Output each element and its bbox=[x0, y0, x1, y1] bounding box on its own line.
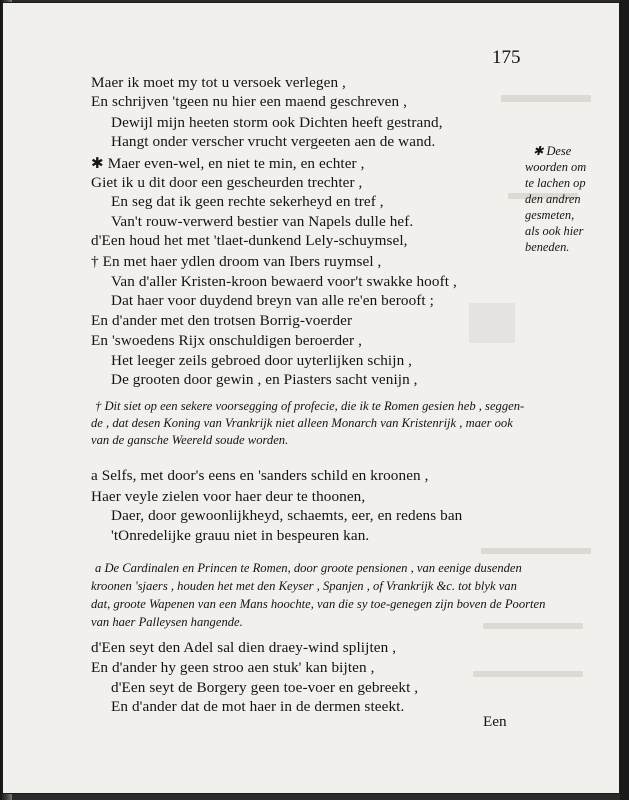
side-note-line: woorden om bbox=[525, 160, 587, 174]
page-number: 175 bbox=[492, 47, 521, 68]
side-note-line: gesmeten, bbox=[525, 208, 575, 222]
verse-line: Daer, door gewoonlijkheyd, schaemts, eer, en redens ban bbox=[111, 507, 463, 524]
verse-line: Giet ik u dit door een gescheurden trechter , bbox=[91, 174, 363, 191]
footnote-line: de , dat desen Koning van Vrankrijk niet alleen Monarch van Kristenrijk , maer ook bbox=[91, 416, 513, 430]
verse-line: Dat haer voor duydend breyn van alle re'en berooft ; bbox=[111, 292, 434, 309]
verse-line: En schrijven 'tgeen nu hier een maend geschreven , bbox=[91, 93, 408, 110]
show-through-mark bbox=[481, 548, 591, 554]
verse-line: En 'swoedens Rijx onschuldigen beroerder , bbox=[91, 332, 362, 349]
side-note-line: beneden. bbox=[525, 240, 570, 254]
verse-line: Het leeger zeils gebroed door uyterlijken schijn , bbox=[111, 352, 413, 369]
footnote-line: dat, groote Wapenen van een Mans hoochte, van die sy toe-genegen zijn boven de Poorten bbox=[91, 597, 546, 611]
verse-line: a Selfs, met door's eens en 'sanders schild en kroonen , bbox=[91, 467, 429, 484]
verse-line: d'Een seyt den Adel sal dien draey-wind splijten , bbox=[91, 639, 397, 656]
verse-line: Van d'aller Kristen-kroon bewaerd voor't swakke hooft , bbox=[111, 273, 457, 290]
verse-line: En seg dat ik geen rechte sekerheyd en tref , bbox=[111, 193, 384, 210]
verse-line: Dewijl mijn heeten storm ook Dichten heeft gestrand, bbox=[111, 114, 443, 131]
show-through-mark bbox=[501, 95, 591, 102]
side-note-line: den andren bbox=[525, 192, 581, 206]
verse-line: En d'ander dat de mot haer in de dermen steekt. bbox=[111, 698, 405, 715]
footnote-line: † Dit siet op een sekere voorsegging of profecie, die ik te Romen gesien heb , seggen- bbox=[95, 399, 525, 413]
verse-line: En d'ander hy geen stroo aen stuk' kan bijten , bbox=[91, 659, 375, 676]
side-note-line: als ook hier bbox=[525, 224, 584, 238]
show-through-mark bbox=[473, 671, 583, 677]
catchword: Een bbox=[483, 713, 507, 730]
book-page bbox=[2, 2, 620, 794]
side-note-line: te lachen op bbox=[525, 176, 586, 190]
show-through-mark bbox=[469, 303, 515, 343]
footnote-line: van haer Palleysen hangende. bbox=[91, 615, 243, 629]
verse-line: De grooten door gewin , en Piasters sacht venijn , bbox=[111, 371, 418, 388]
show-through-mark bbox=[483, 623, 583, 629]
verse-line: Van't rouw-verwerd bestier van Napels dulle hef. bbox=[111, 213, 414, 230]
verse-line: Hangt onder verscher vrucht vergeeten aen de wand. bbox=[111, 133, 436, 150]
verse-line: Maer ik moet my tot u versoek verlegen , bbox=[91, 74, 346, 91]
footnote-line: van de gansche Weereld soude worden. bbox=[91, 433, 289, 447]
footnote-line: kroonen 'sjaers , houden het met den Keyser , Spanjen , of Vrankrijk &c. tot blyk van bbox=[91, 579, 517, 593]
verse-line: d'Een seyt de Borgery geen toe-voer en gebreekt , bbox=[111, 679, 419, 696]
footnote-line: a De Cardinalen en Princen te Romen, door groote pensionen , van eenige dusenden bbox=[95, 561, 522, 575]
verse-line: Haer veyle zielen voor haer deur te thoonen, bbox=[91, 488, 366, 505]
side-note-line: ✱ Dese bbox=[533, 144, 572, 158]
verse-line: † En met haer ydlen droom van Ibers ruymsel , bbox=[91, 253, 382, 270]
verse-line: ✱ Maer even-wel, en niet te min, en echter , bbox=[91, 155, 365, 172]
verse-line: d'Een houd het met 'tlaet-dunkend Lely-schuymsel, bbox=[91, 232, 408, 249]
verse-line: En d'ander met den trotsen Borrig-voerder bbox=[91, 312, 353, 329]
page-edge-right bbox=[620, 0, 629, 800]
verse-line: 'tOnredelijke grauu niet in bespeuren kan. bbox=[111, 527, 370, 544]
